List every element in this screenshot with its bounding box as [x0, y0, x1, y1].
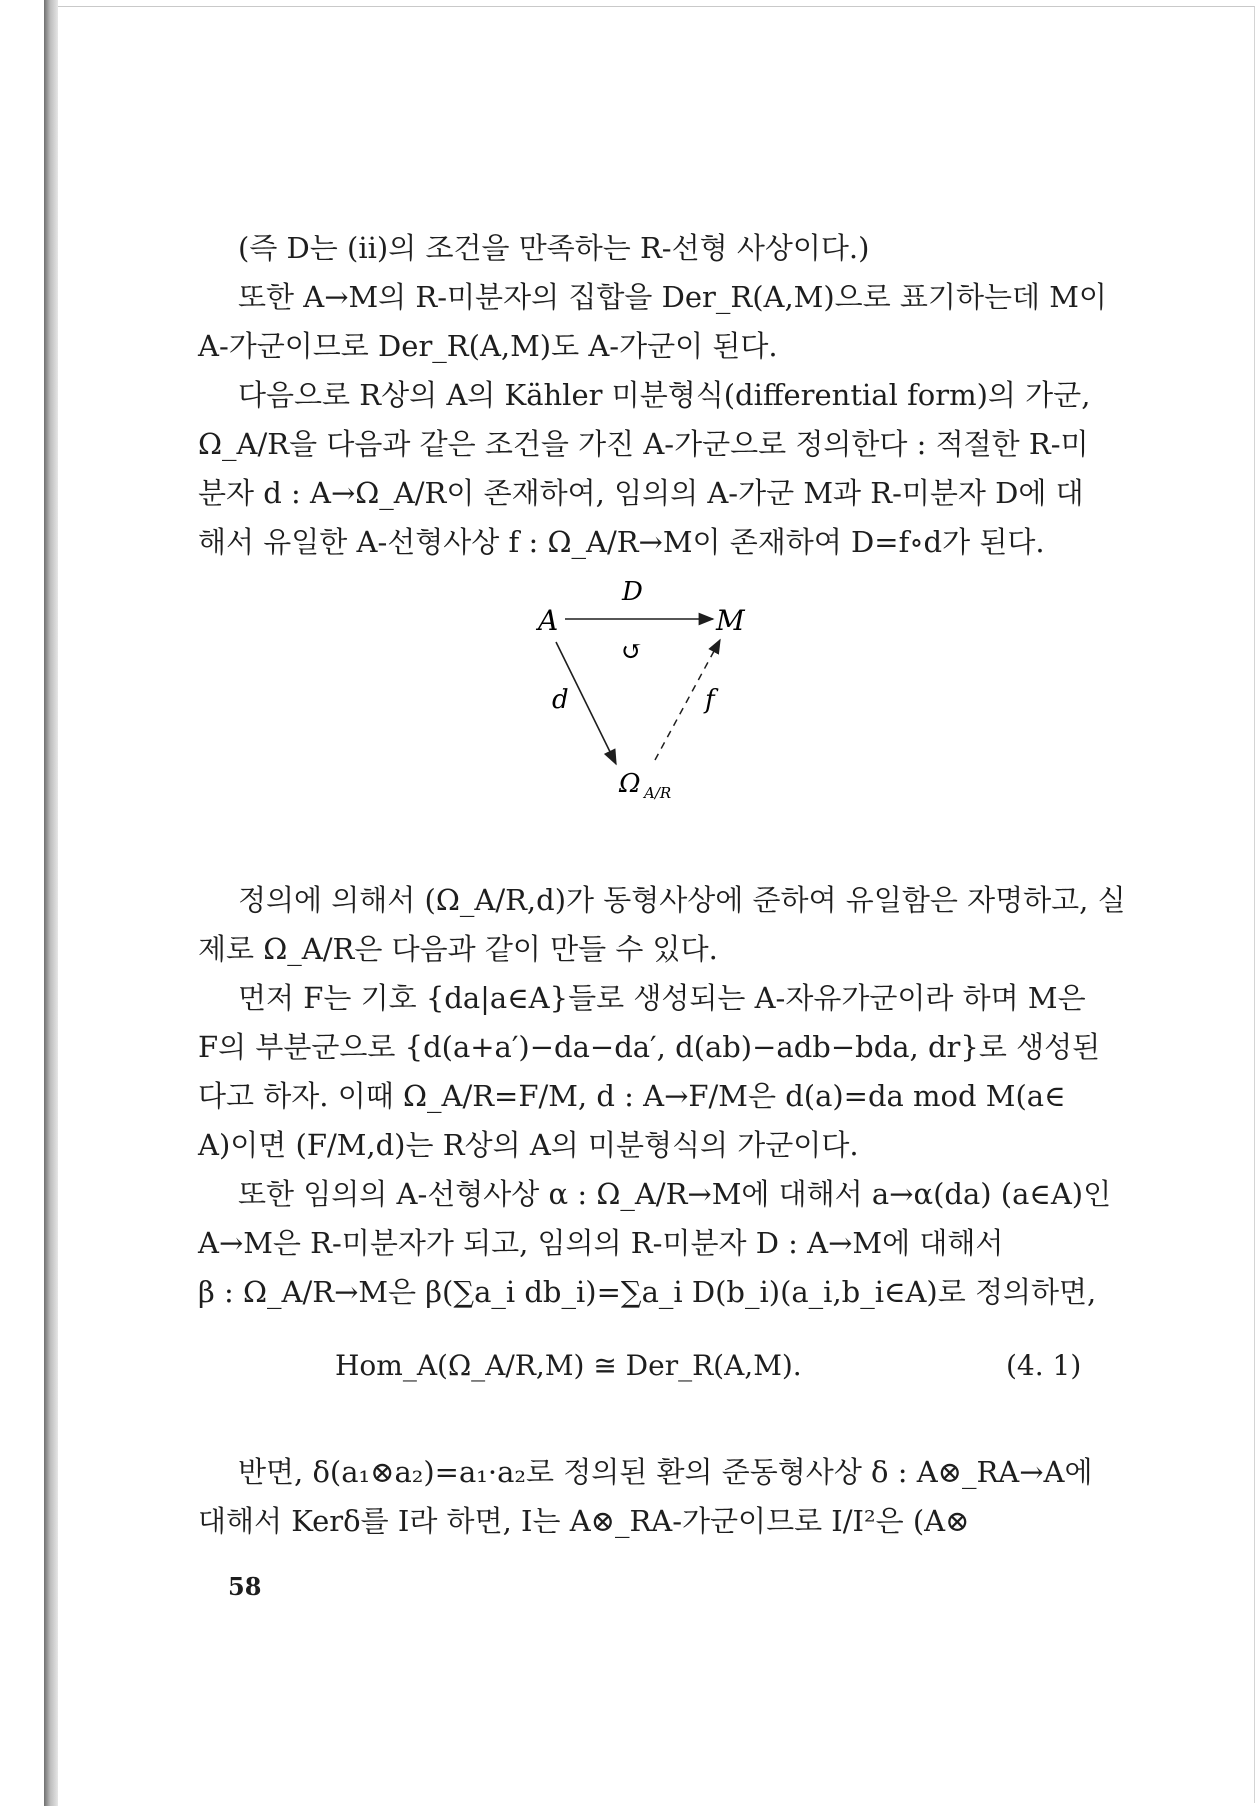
text-line: β : Ω_A/R→M은 β(∑a_i db_i)=∑a_i D(b_i)(a_i,b_i∈A)로 정의하면, — [198, 1275, 1097, 1309]
node-omega: Ω — [619, 769, 641, 799]
text-line: Ω_A/R을 다음과 같은 조건을 가진 A-가군으로 정의한다 : 적절한 R-미 — [198, 427, 1089, 461]
text-line: 대해서 Kerδ를 I라 하면, I는 A⊗_RA-가군이므로 I/I²은 (A⊗ — [198, 1504, 970, 1538]
node-m: M — [716, 604, 745, 637]
node-a: A — [538, 604, 559, 637]
commute-symbol: ↺ — [621, 637, 643, 667]
book-spine-shadow — [44, 0, 58, 1806]
text-line: 제로 Ω_A/R은 다음과 같이 만들 수 있다. — [198, 932, 718, 966]
text-line: F의 부분군으로 {d(a+a′)−da−da′, d(ab)−adb−bda, dr}로 생성된 — [198, 1030, 1101, 1064]
text-line: 다음으로 R상의 A의 Kähler 미분형식(differential form)의 가군, — [238, 378, 1091, 412]
text-line: A)이면 (F/M,d)는 R상의 A의 미분형식의 가군이다. — [198, 1128, 859, 1162]
text-line: 다고 하자. 이때 Ω_A/R=F/M, d : A→F/M은 d(a)=da mod M(a∈ — [198, 1079, 1066, 1113]
text-line: 또한 A→M의 R-미분자의 집합을 Der_R(A,M)으로 표기하는데 M이 — [238, 280, 1107, 314]
label-d-left: d — [552, 685, 569, 715]
text-line: 해서 유일한 A-선형사상 f : Ω_A/R→M이 존재하여 D=f∘d가 된다. — [198, 525, 1045, 559]
text-line: 정의에 의해서 (Ω_A/R,d)가 동형사상에 준하여 유일함은 자명하고, 실 — [238, 883, 1126, 917]
node-omega-subscript: A/R — [644, 784, 672, 802]
text-line: A-가군이므로 Der_R(A,M)도 A-가군이 된다. — [198, 329, 778, 363]
label-d-top: D — [622, 580, 643, 607]
text-line: 분자 d : A→Ω_A/R이 존재하여, 임의의 A-가군 M과 R-미분자 D에 대 — [198, 476, 1084, 510]
text-line: 반면, δ(a₁⊗a₂)=a₁·a₂로 정의된 환의 준동형사상 δ : A⊗_RA→A에 — [238, 1455, 1093, 1489]
equation-number: (4. 1) — [1006, 1349, 1082, 1382]
text-line: 또한 임의의 A-선형사상 α : Ω_A/R→M에 대해서 a→α(da) (a∈A)인 — [238, 1177, 1112, 1211]
label-f: f — [705, 685, 715, 715]
equation: Hom_A(Ω_A/R,M) ≅ Der_R(A,M). — [335, 1349, 802, 1382]
commutative-diagram — [520, 580, 780, 810]
page-number: 58 — [228, 1572, 262, 1601]
text-line: A→M은 R-미분자가 되고, 임의의 R-미분자 D : A→M에 대해서 — [198, 1226, 1004, 1260]
text-line: 먼저 F는 기호 {da|a∈A}들로 생성되는 A-자유가군이라 하며 M은 — [238, 981, 1086, 1015]
text-line: (즉 D는 (ii)의 조건을 만족하는 R-선형 사상이다.) — [238, 231, 870, 265]
